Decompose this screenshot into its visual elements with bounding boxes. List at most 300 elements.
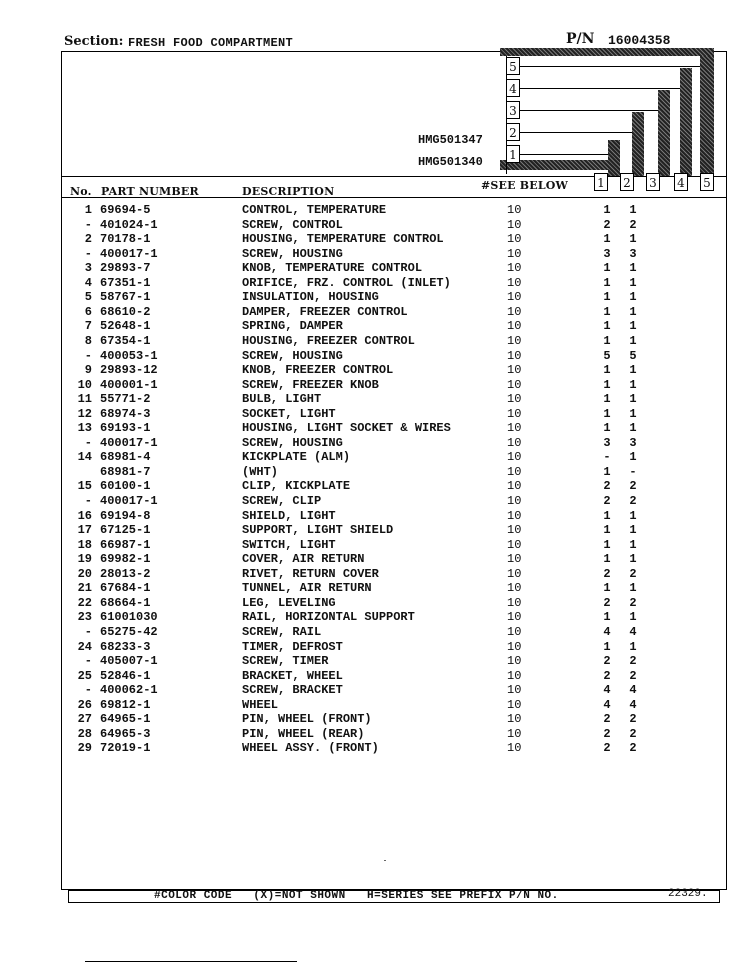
table-row: [0, 669, 750, 684]
row-item-number: -: [84, 654, 92, 669]
row-part-number: 29893-7: [100, 261, 151, 276]
row-description: INSULATION, HOUSING: [242, 290, 379, 305]
row-see-below: 10: [507, 363, 522, 378]
row-part-number: 61001030: [100, 610, 158, 625]
scan-speck: [384, 860, 386, 861]
row-item-number: 5: [84, 290, 92, 305]
table-row: [0, 392, 750, 407]
row-see-below: 10: [507, 246, 522, 261]
row-item-number: 17: [77, 523, 92, 538]
table-row: [0, 494, 750, 509]
model-box-2: 2: [506, 123, 520, 141]
row-item-number: 27: [77, 712, 92, 727]
table-row: [0, 567, 750, 582]
row-description: SCREW, HOUSING: [242, 246, 343, 261]
row-qty-model-1: 2: [603, 595, 611, 610]
row-qty-model-1: 2: [603, 566, 611, 581]
row-qty-model-1: 2: [603, 654, 611, 669]
row-qty-model-2: 1: [629, 537, 637, 552]
row-see-below: 10: [507, 639, 522, 654]
table-row: [0, 276, 750, 291]
row-qty-model-2: 1: [629, 552, 637, 567]
row-item-number: -: [84, 217, 92, 232]
row-see-below: 10: [507, 319, 522, 334]
row-qty-model-2: 1: [629, 610, 637, 625]
row-qty-model-2: 1: [629, 232, 637, 247]
row-description: KNOB, TEMPERATURE CONTROL: [242, 261, 423, 276]
row-item-number: 15: [77, 479, 92, 494]
row-description: RIVET, RETURN COVER: [242, 566, 379, 581]
row-description: SCREW, HOUSING: [242, 348, 343, 363]
col-header-model-2: 2: [620, 173, 634, 191]
row-part-number: 400017-1: [100, 435, 158, 450]
row-description: SCREW, BRACKET: [242, 683, 343, 698]
row-part-number: 60100-1: [100, 479, 151, 494]
row-item-number: 23: [77, 610, 92, 625]
row-description: (WHT): [242, 464, 279, 479]
line-model-2: [520, 132, 632, 133]
row-see-below: 10: [507, 464, 522, 479]
row-qty-model-2: 1: [629, 377, 637, 392]
row-item-number: 21: [77, 581, 92, 596]
footer-legend: #COLOR CODE (X)=NOT SHOWN H=SERIES SEE PREFIX P/N NO.: [154, 890, 559, 902]
table-row: [0, 610, 750, 625]
row-part-number: 69193-1: [100, 421, 151, 436]
shade-col-5: [700, 48, 714, 176]
row-part-number: 67684-1: [100, 581, 151, 596]
row-qty-model-2: 1: [629, 421, 637, 436]
row-see-below: 10: [507, 581, 522, 596]
table-row: [0, 509, 750, 524]
row-see-below: 10: [507, 523, 522, 538]
table-row: [0, 290, 750, 305]
table-row: [0, 741, 750, 756]
table-row: [0, 261, 750, 276]
row-description: SCREW, HOUSING: [242, 435, 343, 450]
table-row: [0, 538, 750, 553]
row-part-number: 400062-1: [100, 683, 158, 698]
row-part-number: 66987-1: [100, 537, 151, 552]
col-header-see-below: #SEE BELOW: [481, 179, 569, 192]
section-value: FRESH FOOD COMPARTMENT: [128, 36, 294, 50]
row-qty-model-2: 1: [629, 319, 637, 334]
table-row: [0, 319, 750, 334]
row-item-number: -: [84, 494, 92, 508]
row-qty-model-2: 4: [629, 683, 637, 698]
row-qty-model-2: 1: [629, 275, 637, 290]
row-qty-model-1: 1: [603, 392, 611, 407]
row-part-number: 68233-3: [100, 639, 151, 654]
table-row: [0, 363, 750, 378]
row-see-below: 10: [507, 552, 522, 567]
row-see-below: 10: [507, 348, 522, 363]
row-part-number: 400001-1: [100, 377, 158, 392]
row-qty-model-2: 5: [629, 348, 637, 363]
row-item-number: 12: [77, 406, 92, 421]
table-row: [0, 581, 750, 596]
table-row: [0, 247, 750, 262]
row-part-number: 400017-1: [100, 494, 158, 508]
row-see-below: 10: [507, 668, 522, 683]
row-qty-model-2: 1: [629, 523, 637, 538]
row-item-number: 11: [77, 392, 92, 407]
row-part-number: 69694-5: [100, 203, 151, 217]
row-part-number: 28013-2: [100, 566, 151, 581]
table-row: [0, 625, 750, 640]
row-description: BULB, LIGHT: [242, 392, 322, 407]
row-part-number: 70178-1: [100, 232, 151, 247]
line-model-3: [520, 110, 658, 111]
row-part-number: 400017-1: [100, 246, 158, 261]
row-qty-model-1: 2: [603, 217, 611, 232]
col-header-description: DESCRIPTION: [242, 185, 335, 198]
row-description: CONTROL, TEMPERATURE: [242, 203, 387, 217]
row-qty-model-2: 2: [629, 217, 637, 232]
row-item-number: 14: [77, 450, 92, 465]
row-item-number: -: [84, 624, 92, 639]
row-qty-model-1: 1: [603, 333, 611, 348]
model-box-5: 5: [506, 57, 520, 75]
table-row: [0, 640, 750, 655]
table-row: [0, 232, 750, 247]
row-description: COVER, AIR RETURN: [242, 552, 365, 567]
row-description: PIN, WHEEL (REAR): [242, 726, 365, 741]
row-qty-model-1: 2: [603, 479, 611, 494]
row-see-below: 10: [507, 566, 522, 581]
col-header-model-1: 1: [594, 173, 608, 191]
row-qty-model-2: 1: [629, 304, 637, 319]
row-qty-model-1: 1: [603, 508, 611, 523]
table-row: [0, 523, 750, 538]
row-qty-model-2: 2: [629, 712, 637, 727]
row-item-number: 25: [77, 668, 92, 683]
row-qty-model-1: 4: [603, 697, 611, 712]
table-row: [0, 712, 750, 727]
row-part-number: 68981-7: [100, 464, 151, 479]
model-number-2: HMG501340: [418, 155, 483, 169]
row-part-number: 67125-1: [100, 523, 151, 538]
line-model-1: [520, 154, 608, 155]
row-part-number: 64965-3: [100, 726, 151, 741]
row-see-below: 10: [507, 537, 522, 552]
row-qty-model-2: 1: [629, 333, 637, 348]
row-part-number: 68974-3: [100, 406, 151, 421]
row-qty-model-1: 3: [603, 435, 611, 450]
row-item-number: 9: [84, 363, 92, 378]
row-part-number: 67351-1: [100, 275, 151, 290]
row-description: WHEEL ASSY. (FRONT): [242, 741, 379, 756]
row-description: SCREW, FREEZER KNOB: [242, 377, 379, 392]
row-item-number: 28: [77, 726, 92, 741]
row-item-number: 13: [77, 421, 92, 436]
row-item-number: 7: [84, 319, 92, 334]
model-box-4: 4: [506, 79, 520, 97]
row-part-number: 67354-1: [100, 333, 151, 348]
row-part-number: 55771-2: [100, 392, 151, 407]
row-part-number: 69982-1: [100, 552, 151, 567]
row-qty-model-1: 4: [603, 683, 611, 698]
row-qty-model-1: 1: [603, 203, 611, 217]
shade-col-1: [608, 140, 620, 176]
row-item-number: 1: [84, 203, 92, 217]
col-header-no: No.: [70, 185, 92, 198]
row-description: ORIFICE, FRZ. CONTROL (INLET): [242, 275, 451, 290]
row-see-below: 10: [507, 697, 522, 712]
row-part-number: 401024-1: [100, 217, 158, 232]
col-header-part-number: PART NUMBER: [101, 185, 199, 198]
shade-col-4: [680, 68, 692, 176]
row-see-below: 10: [507, 421, 522, 436]
row-part-number: 29893-12: [100, 363, 158, 378]
row-description: SCREW, CLIP: [242, 494, 322, 508]
row-qty-model-1: 1: [603, 406, 611, 421]
row-qty-model-2: 1: [629, 406, 637, 421]
table-row: [0, 552, 750, 567]
row-qty-model-2: 3: [629, 435, 637, 450]
row-see-below: 10: [507, 741, 522, 756]
col-header-model-5: 5: [700, 173, 714, 191]
row-see-below: 10: [507, 406, 522, 421]
row-qty-model-1: 1: [603, 610, 611, 625]
row-item-number: 8: [84, 333, 92, 348]
table-row: [0, 305, 750, 320]
row-see-below: 10: [507, 217, 522, 232]
table-row: [0, 450, 750, 465]
row-see-below: 10: [507, 508, 522, 523]
row-qty-model-1: 5: [603, 348, 611, 363]
row-see-below: 10: [507, 275, 522, 290]
row-description: LEG, LEVELING: [242, 595, 336, 610]
row-part-number: 52648-1: [100, 319, 151, 334]
row-item-number: 26: [77, 697, 92, 712]
row-item-number: -: [84, 683, 92, 698]
row-qty-model-2: 2: [629, 654, 637, 669]
table-row: [0, 436, 750, 451]
row-see-below: 10: [507, 494, 522, 508]
row-description: WHEEL: [242, 697, 279, 712]
row-qty-model-1: -: [603, 450, 611, 465]
row-qty-model-2: 1: [629, 203, 637, 217]
row-see-below: 10: [507, 333, 522, 348]
row-see-below: 10: [507, 610, 522, 625]
row-item-number: 10: [77, 377, 92, 392]
shade-col-3: [658, 90, 670, 176]
row-qty-model-2: 2: [629, 494, 637, 508]
row-qty-model-1: 1: [603, 232, 611, 247]
footer-code: 22329.: [668, 888, 708, 900]
table-row: [0, 727, 750, 742]
model-box-1: 1: [506, 145, 520, 163]
row-qty-model-1: 1: [603, 304, 611, 319]
row-qty-model-1: 1: [603, 523, 611, 538]
row-qty-model-2: 1: [629, 392, 637, 407]
row-description: SCREW, CONTROL: [242, 217, 343, 232]
row-see-below: 10: [507, 290, 522, 305]
section-label: Section:: [64, 34, 124, 49]
row-qty-model-2: 2: [629, 566, 637, 581]
table-row: [0, 203, 750, 218]
row-item-number: 29: [77, 741, 92, 756]
line-model-4: [520, 88, 680, 89]
row-see-below: 10: [507, 232, 522, 247]
row-description: RAIL, HORIZONTAL SUPPORT: [242, 610, 415, 625]
row-description: SCREW, TIMER: [242, 654, 329, 669]
row-description: PIN, WHEEL (FRONT): [242, 712, 372, 727]
row-see-below: 10: [507, 377, 522, 392]
row-part-number: 64965-1: [100, 712, 151, 727]
table-row: [0, 218, 750, 233]
row-qty-model-1: 1: [603, 639, 611, 654]
row-qty-model-1: 1: [603, 363, 611, 378]
row-qty-model-1: 2: [603, 741, 611, 756]
row-qty-model-2: -: [629, 464, 637, 479]
row-qty-model-1: 1: [603, 290, 611, 305]
row-description: DAMPER, FREEZER CONTROL: [242, 304, 408, 319]
row-qty-model-2: 1: [629, 639, 637, 654]
row-description: HOUSING, TEMPERATURE CONTROL: [242, 232, 444, 247]
row-qty-model-1: 2: [603, 668, 611, 683]
row-qty-model-1: 4: [603, 624, 611, 639]
row-part-number: 68664-1: [100, 595, 151, 610]
row-part-number: 400053-1: [100, 348, 158, 363]
model-number-1: HMG501347: [418, 133, 483, 147]
row-qty-model-1: 1: [603, 319, 611, 334]
pn-value: 16004358: [608, 33, 671, 48]
table-row: [0, 683, 750, 698]
row-description: KICKPLATE (ALM): [242, 450, 351, 465]
row-item-number: 16: [77, 508, 92, 523]
row-qty-model-2: 2: [629, 479, 637, 494]
row-description: BRACKET, WHEEL: [242, 668, 343, 683]
row-see-below: 10: [507, 392, 522, 407]
row-qty-model-1: 1: [603, 552, 611, 567]
model-box-3: 3: [506, 101, 520, 119]
col-header-model-3: 3: [646, 173, 660, 191]
row-item-number: 2: [84, 232, 92, 247]
row-part-number: 405007-1: [100, 654, 158, 669]
table-row: [0, 479, 750, 494]
row-qty-model-2: 1: [629, 508, 637, 523]
row-item-number: 3: [84, 261, 92, 276]
bottom-rule: [85, 961, 297, 962]
row-part-number: 65275-42: [100, 624, 158, 639]
row-qty-model-2: 3: [629, 246, 637, 261]
row-description: SOCKET, LIGHT: [242, 406, 336, 421]
table-row: [0, 465, 750, 480]
row-description: TUNNEL, AIR RETURN: [242, 581, 372, 596]
row-item-number: 19: [77, 552, 92, 567]
row-description: SHIELD, LIGHT: [242, 508, 336, 523]
row-qty-model-1: 1: [603, 581, 611, 596]
row-see-below: 10: [507, 712, 522, 727]
row-qty-model-1: 1: [603, 421, 611, 436]
row-description: SWITCH, LIGHT: [242, 537, 336, 552]
row-see-below: 10: [507, 726, 522, 741]
row-qty-model-1: 1: [603, 537, 611, 552]
row-see-below: 10: [507, 261, 522, 276]
row-part-number: 52846-1: [100, 668, 151, 683]
row-see-below: 10: [507, 595, 522, 610]
row-see-below: 10: [507, 654, 522, 669]
shade-col-2: [632, 112, 644, 176]
row-description: SCREW, RAIL: [242, 624, 322, 639]
row-see-below: 10: [507, 304, 522, 319]
row-qty-model-2: 1: [629, 363, 637, 378]
table-row: [0, 378, 750, 393]
row-qty-model-1: 1: [603, 464, 611, 479]
row-part-number: 69194-8: [100, 508, 151, 523]
row-description: CLIP, KICKPLATE: [242, 479, 351, 494]
row-item-number: -: [84, 246, 92, 261]
line-model-5: [520, 66, 700, 67]
row-qty-model-2: 1: [629, 290, 637, 305]
row-item-number: 4: [84, 275, 92, 290]
row-part-number: 58767-1: [100, 290, 151, 305]
pn-label: P/N: [566, 31, 595, 47]
row-description: SUPPORT, LIGHT SHIELD: [242, 523, 394, 538]
col-header-model-4: 4: [674, 173, 688, 191]
table-row: [0, 698, 750, 713]
shade-top: [500, 48, 714, 56]
row-qty-model-2: 4: [629, 624, 637, 639]
table-row: [0, 407, 750, 422]
row-see-below: 10: [507, 203, 522, 217]
row-item-number: 22: [77, 595, 92, 610]
row-see-below: 10: [507, 683, 522, 698]
row-description: HOUSING, FREEZER CONTROL: [242, 333, 415, 348]
row-see-below: 10: [507, 479, 522, 494]
row-qty-model-1: 1: [603, 261, 611, 276]
row-qty-model-1: 1: [603, 275, 611, 290]
row-qty-model-2: 2: [629, 741, 637, 756]
row-see-below: 10: [507, 450, 522, 465]
row-item-number: 20: [77, 566, 92, 581]
table-row: [0, 334, 750, 349]
row-qty-model-1: 2: [603, 712, 611, 727]
row-item-number: 24: [77, 639, 92, 654]
row-qty-model-2: 2: [629, 668, 637, 683]
row-qty-model-2: 1: [629, 581, 637, 596]
row-qty-model-1: 1: [603, 377, 611, 392]
row-see-below: 10: [507, 624, 522, 639]
row-part-number: 68610-2: [100, 304, 151, 319]
row-description: TIMER, DEFROST: [242, 639, 343, 654]
row-item-number: 18: [77, 537, 92, 552]
row-item-number: -: [84, 435, 92, 450]
row-qty-model-2: 1: [629, 450, 637, 465]
table-row: [0, 654, 750, 669]
row-item-number: 6: [84, 304, 92, 319]
table-row: [0, 421, 750, 436]
row-qty-model-1: 2: [603, 726, 611, 741]
row-part-number: 68981-4: [100, 450, 151, 465]
table-row: [0, 349, 750, 364]
row-description: SPRING, DAMPER: [242, 319, 343, 334]
row-description: HOUSING, LIGHT SOCKET & WIRES: [242, 421, 451, 436]
row-qty-model-1: 2: [603, 494, 611, 508]
row-description: KNOB, FREEZER CONTROL: [242, 363, 394, 378]
row-item-number: -: [84, 348, 92, 363]
row-part-number: 72019-1: [100, 741, 151, 756]
row-see-below: 10: [507, 435, 522, 450]
row-qty-model-2: 1: [629, 261, 637, 276]
table-row: [0, 596, 750, 611]
row-qty-model-2: 2: [629, 726, 637, 741]
row-qty-model-1: 3: [603, 246, 611, 261]
row-qty-model-2: 2: [629, 595, 637, 610]
row-part-number: 69812-1: [100, 697, 151, 712]
row-qty-model-2: 4: [629, 697, 637, 712]
